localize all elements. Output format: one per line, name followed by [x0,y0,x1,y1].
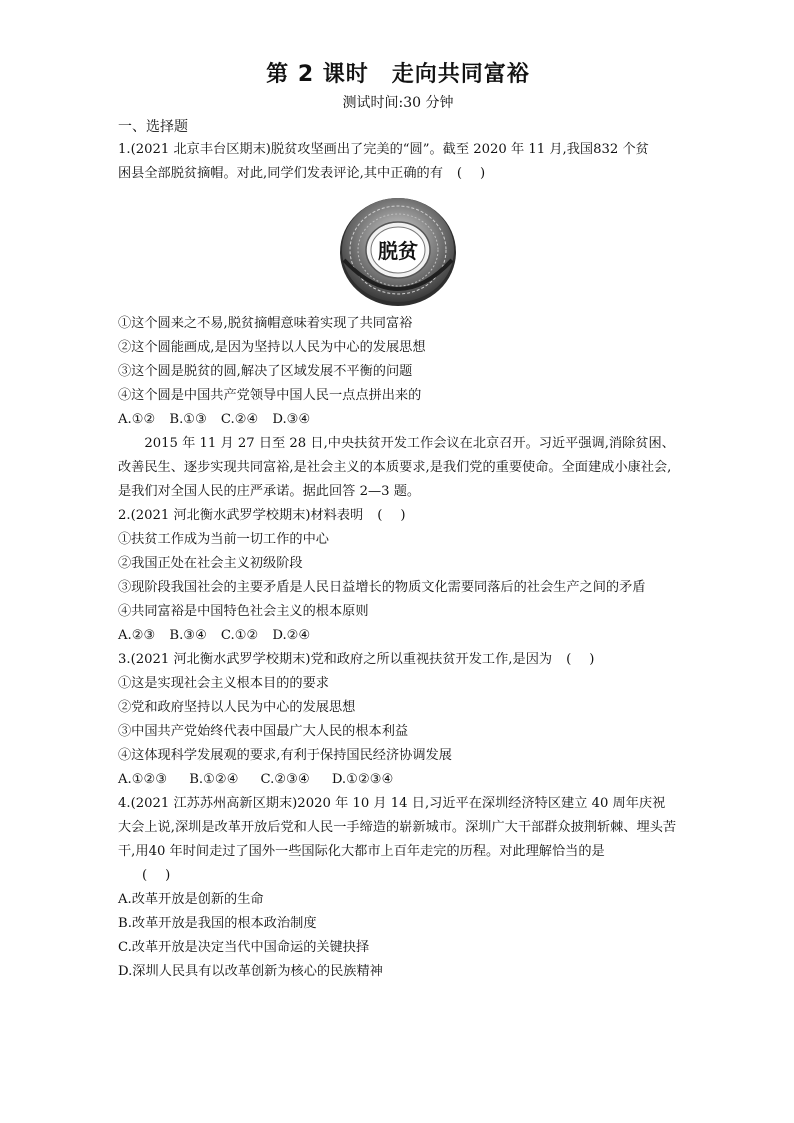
q1-item-4: ④这个圆是中国共产党领导中国人民一点点拼出来的 [118,388,422,403]
q1-stem-line-1: 1.(2021 北京丰台区期末)脱贫攻坚画出了完美的“圆”。截至 2020 年 11 月,我国832 个贫 [118,142,649,157]
q1-item-2: ②这个圆能画成,是因为坚持以人民为中心的发展思想 [118,340,426,355]
q4-option-d: D.深圳人民具有以改革创新为核心的民族精神 [118,964,383,979]
q1-option-c: C.②④ [220,412,259,427]
test-time: 测试时间:30 分钟 [342,95,454,111]
q4-option-b: B.改革开放是我国的根本政治制度 [118,916,317,931]
q1-item-3: ③这个圆是脱贫的圆,解决了区域发展不平衡的问题 [118,364,413,379]
q3-item-1: ①这是实现社会主义根本目的的要求 [118,676,329,691]
q1-stem-text: 困县全部脱贫摘帽。对此,同学们发表评论,其中正确的有 [118,166,443,181]
q1-item-1: ①这个圆来之不易,脱贫摘帽意味着实现了共同富裕 [118,316,413,331]
q3-options [118,768,678,792]
q4-option-a: A.改革开放是创新的生命 [118,892,264,907]
q2-stem-text: 2.(2021 河北衡水武罗学校期末)材料表明 [118,508,364,523]
poverty-circle-graphic [336,190,460,308]
q2-option-d: D.②④ [272,628,311,643]
q1-option-a: A.①② [118,412,156,427]
q4-stem-text: 4.(2021 江苏苏州高新区期末)2020 年 10 月 14 日,习近平在深圳经济特区建立 40 周年庆祝大会上说,深圳是改革开放后党和人民一手缔造的崭新城市。深圳广大干部群众披荆斩棘、埋头苦干,用40 年时间走过了国外一些国际化大都市上百年走完的历程。对此理解恰当的是 [118,796,677,859]
q3-item-3: ③中国共产党始终代表中国最广大人民的根本利益 [118,724,409,739]
page-title: 第 2 课时 走向共同富裕 [266,62,530,87]
q1-stem-line-2 [118,162,678,186]
q1-option-b: B.①③ [169,412,207,427]
answer-blank: () [566,652,613,667]
q3-option-d: D.①②③④ [331,772,394,787]
q3-option-c: C.②③④ [260,772,310,787]
q2-option-a: A.②③ [118,628,156,643]
worksheet-page [118,58,678,984]
q2-option-b: B.③④ [169,628,207,643]
circle-label: 脱贫 [378,239,418,263]
q1-option-d: D.③④ [272,412,311,427]
q4-stem [118,792,678,888]
q4-option-c: C.改革开放是决定当代中国命运的关键抉择 [118,940,370,955]
q3-item-4: ④这体现科学发展观的要求,有利于保持国民经济协调发展 [118,748,452,763]
answer-blank: () [142,868,189,883]
q2-option-c: C.①② [220,628,259,643]
material-paragraph: 2015 年 11 月 27 日至 28 日,中央扶贫开发工作会议在北京召开。习近平强调,消除贫困、改善民生、逐步实现共同富裕,是社会主义的本质要求,是我们党的重要使命。全面建成小康社会,是我们对全国人民的庄严承诺。据此回答 2—3 题。 [118,436,675,499]
q2-item-3: ③现阶段我国社会的主要矛盾是人民日益增长的物质文化需要同落后的社会生产之间的矛盾 [118,580,646,595]
q3-item-2: ②党和政府坚持以人民为中心的发展思想 [118,700,356,715]
q3-stem [118,648,678,672]
q3-option-b: B.①②④ [189,772,239,787]
poverty-alleviation-circle-image [118,188,678,310]
q2-item-1: ①扶贫工作成为当前一切工作的中心 [118,532,329,547]
q2-stem [118,504,678,528]
answer-blank: () [456,166,504,181]
q3-stem-text: 3.(2021 河北衡水武罗学校期末)党和政府之所以重视扶贫开发工作,是因为 [118,652,553,667]
q3-option-a: A.①②③ [118,772,168,787]
q2-options [118,624,678,648]
section-heading: 一、选择题 [118,119,188,135]
q2-item-4: ④共同富裕是中国特色社会主义的根本原则 [118,604,369,619]
answer-blank: () [377,508,424,523]
q2-item-2: ②我国正处在社会主义初级阶段 [118,556,303,571]
q1-options [118,408,678,432]
